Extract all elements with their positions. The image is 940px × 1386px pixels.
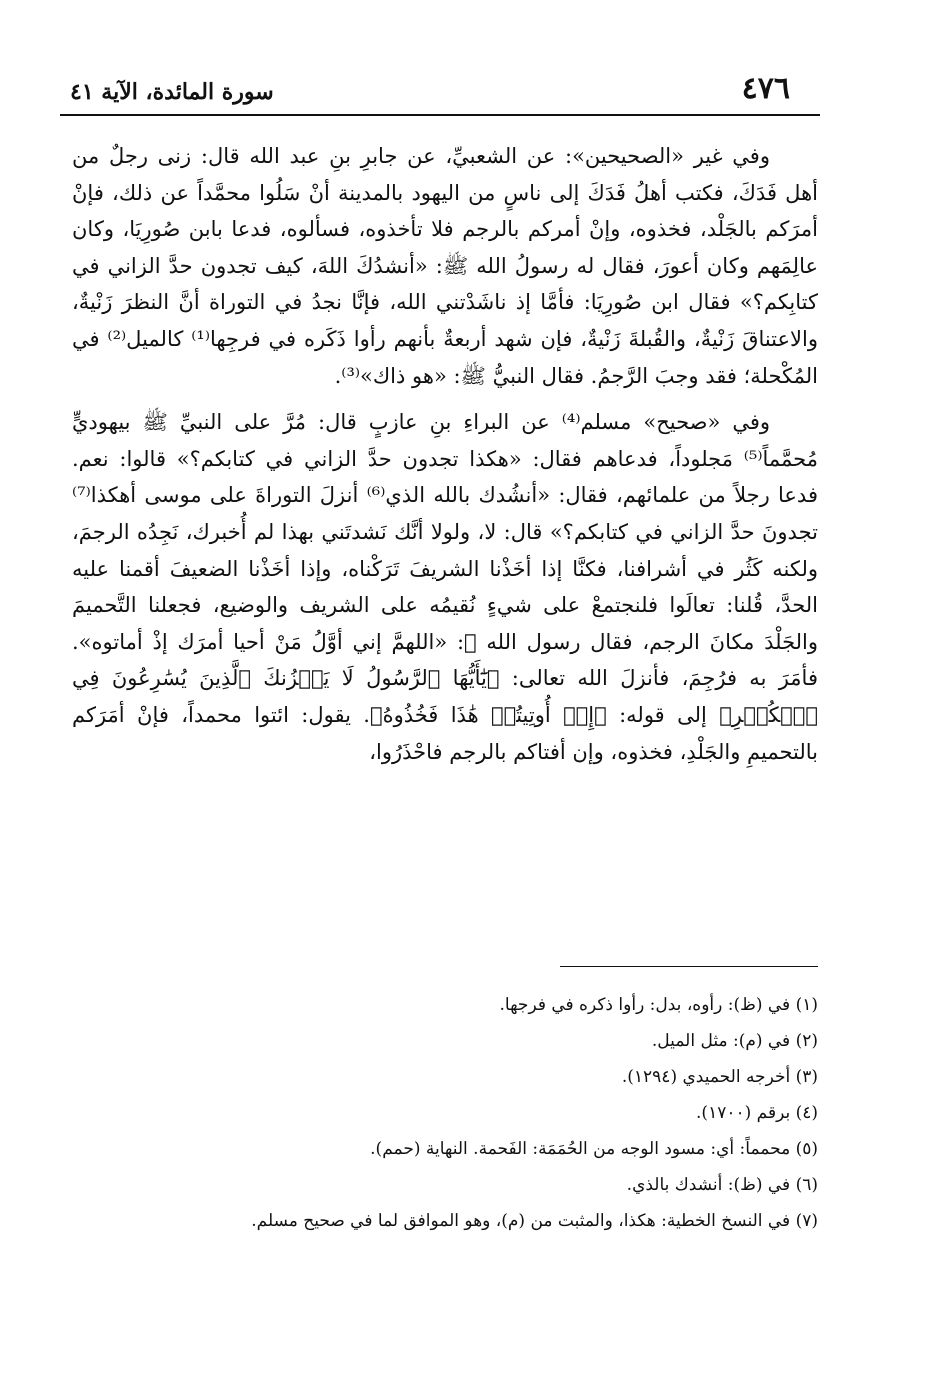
running-title: سورة المائدة، الآية ٤١ — [70, 79, 274, 105]
footnote-6: (٦) في (ظ): أنشدك بالذي. — [626, 1175, 818, 1195]
footnote-divider — [560, 966, 818, 967]
paragraph: وفي غير «الصحيحين»: عن الشعبيِّ، عن جابرِ بنِ عبد الله قال: زنى رجلٌ من أهل فَدَكَ، فكتب أهلُ فَدَكَ إلى ناسٍ من اليهود بالمدينة أنْ سَلُوا محمَّداً عن ذلك، فإنْ أمرَكم بالجَلْد، فخذوه، وإنْ أمركم بالرجم فلا تأخذوه، فسألوه، فدعا بابن صُورِيَا، وكان عالِمَهم وكان أعورَ، فقال له رسولُ الله ﷺ: «أنشدُكَ اللهَ، كيف تجدون حدَّ الزاني في كتابِكم؟» فقال ابن صُورِيَا: فأمَّا إذ ناشَدْتني الله، فإنَّا نجدُ في التوراة أنَّ النظرَ زَنْيةٌ، والاعتناقَ زَنْيةٌ، والقُبلةَ زَنْيةٌ، فإن شهد أربعةٌ بأنهم رأوا ذَكَره في فرجِها⁽¹⁾ كالميل⁽²⁾ في المُكْحلة؛ فقد وجبَ الرَّجمُ. فقال النبيُّ ﷺ: «هو ذاك»⁽³⁾. — [72, 144, 818, 388]
footnote-3: (٣) أخرجه الحميدي (١٢٩٤). — [621, 1067, 818, 1087]
header-divider — [60, 114, 820, 116]
page-header — [60, 66, 820, 112]
page-number: ٤٧٦ — [741, 71, 790, 106]
footnote-7: (٧) في النسخ الخطية: هكذا، والمثبت من (م)، وهو الموافق لما في صحيح مسلم. — [251, 1211, 818, 1231]
footnotes — [90, 994, 818, 1246]
main-text — [72, 138, 818, 770]
footnote-5: (٥) محمماً: أي: مسود الوجه من الحُمَمَة: الفَحمة. النهاية (حمم). — [370, 1139, 818, 1159]
footnote-2: (٢) في (م): مثل الميل. — [651, 1031, 818, 1051]
footnote-1: (١) في (ظ): رأوه، بدل: رأوا ذكره في فرجها. — [499, 995, 818, 1015]
paragraph: وفي «صحيح» مسلم⁽⁴⁾ عن البراءِ بنِ عازبٍ قال: مُرَّ على النبيِّ ﷺ بيهوديٍّ مُحمَّماً⁽⁵⁾ مَجلوداً، فدعاهم فقال: «هكذا تجدون حدَّ الزاني في كتابكم؟» قالوا: نعم. فدعا رجلاً من علمائهم، فقال: «أنشُدك بالله الذي⁽⁶⁾ أنزلَ التوراةَ على موسى أهكذا⁽⁷⁾ تجدونَ حدَّ الزاني في كتابكم؟» قال: لا، ولولا أنَّك نَشدتَني بهذا لم أُخبرك، نَجِدُه الرجمَ، ولكنه كَثُر في أشرافنا، فكنَّا إذا أخَذْنا الشريفَ تَرَكْناه، وإذا أخَذْنا الضعيفَ أقمنا عليه الحدَّ، قُلنا: تعالَوا فلنجتمعْ على شيءٍ نُقيمُه على الشريف والوضيع، فجعلنا التَّحميمَ والجَلْدَ مكانَ الرجم، فقال رسول الله ﷺ: «اللهمَّ إني أوَّلُ مَنْ أحيا أمرَك إذْ أماتوه». فأمَرَ به فرُجِمَ، فأنزلَ الله تعالى: ﴿يَٰٓأَيُّهَا ٱلرَّسُولُ لَا يَحۡزُنكَ ٱلَّذِينَ يُسَٰرِعُونَ فِي ٱلۡكُفۡرِ﴾ إلى قوله: ﴿إِنۡ أُوتِيتُمۡ هَٰذَا فَخُذُوهُ﴾. يقول: ائتوا محمداً، فإنْ أمَرَكم بالتحميمِ والجَلْدِ، فخذوه، وإن أفتاكم بالرجم فاحْذَرُوا، — [72, 410, 818, 764]
footnote-4: (٤) برقم (١٧٠٠). — [696, 1103, 818, 1123]
